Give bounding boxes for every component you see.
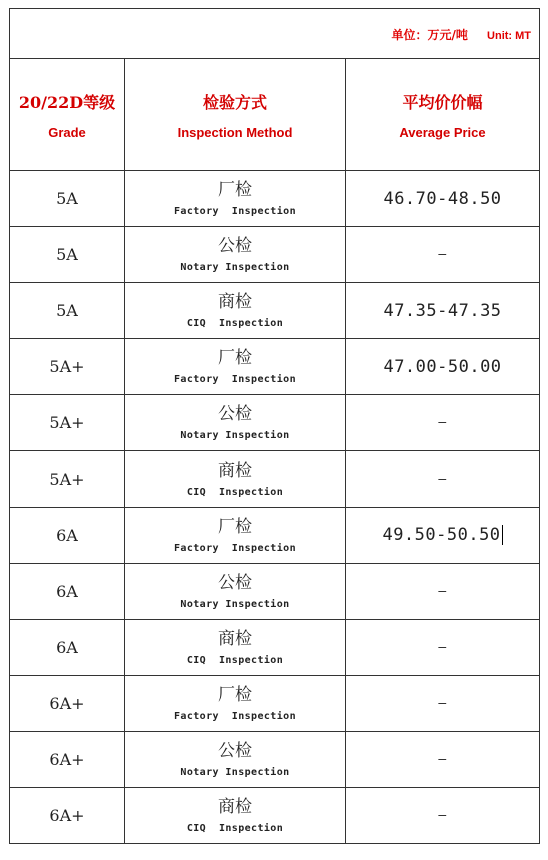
grade-cell[interactable]: 6A+: [10, 731, 125, 787]
grade-header-en: Grade: [48, 124, 86, 140]
price-cell[interactable]: [346, 339, 540, 395]
price-value: 47.00-50.00: [383, 356, 502, 377]
method-cell[interactable]: [125, 451, 346, 507]
price-value: —: [438, 751, 447, 767]
method-en: Notary Inspection: [180, 430, 290, 442]
price-cell[interactable]: [346, 731, 540, 787]
price-value: 47.35-47.35: [383, 300, 502, 321]
method-cn: 商检: [218, 796, 252, 817]
method-en: Factory Inspection: [174, 374, 296, 386]
price-cell[interactable]: [346, 619, 540, 675]
method-en: CIQ Inspection: [186, 654, 284, 666]
price-cell[interactable]: [346, 675, 540, 731]
price-value: —: [438, 247, 447, 263]
method-cn: 公检: [218, 236, 252, 257]
table-row: [10, 787, 540, 843]
method-cell[interactable]: [125, 227, 346, 283]
price-cell[interactable]: [346, 507, 540, 563]
table-row: [10, 731, 540, 787]
grade-cell[interactable]: 5A+: [10, 451, 125, 507]
method-cell[interactable]: [125, 619, 346, 675]
header-row: [10, 59, 540, 171]
table-row: [10, 619, 540, 675]
unit-label-cn: 单位：万元/吨: [391, 28, 468, 43]
price-value: —: [438, 695, 447, 711]
price-value: —: [438, 807, 447, 823]
price-cell[interactable]: [346, 283, 540, 339]
method-en: Notary Inspection: [180, 766, 290, 778]
grade-cell[interactable]: 6A: [10, 619, 125, 675]
method-en: CIQ Inspection: [186, 486, 284, 498]
price-header-en: Average Price: [399, 124, 486, 140]
unit-cell[interactable]: [10, 9, 540, 59]
table-row: [10, 171, 540, 227]
text-cursor: [502, 525, 503, 545]
table-row: [10, 507, 540, 563]
price-cell[interactable]: [346, 787, 540, 843]
table-row: [10, 675, 540, 731]
method-cell[interactable]: [125, 731, 346, 787]
price-value: —: [438, 583, 447, 599]
method-cn: 厂检: [218, 180, 252, 201]
method-en: Notary Inspection: [180, 262, 290, 274]
price-cell[interactable]: [346, 563, 540, 619]
method-en: CIQ Inspection: [186, 318, 284, 330]
method-cell[interactable]: [125, 507, 346, 563]
method-cn: 公检: [218, 740, 252, 761]
method-cell[interactable]: [125, 675, 346, 731]
price-value: —: [438, 415, 447, 431]
grade-cell[interactable]: 5A+: [10, 395, 125, 451]
price-value: —: [438, 639, 447, 655]
method-en: Factory Inspection: [174, 542, 296, 554]
method-cell[interactable]: [125, 563, 346, 619]
method-cn: 厂检: [218, 684, 252, 705]
method-cell[interactable]: [125, 787, 346, 843]
grade-cell[interactable]: 5A: [10, 283, 125, 339]
grade-cell[interactable]: 6A: [10, 563, 125, 619]
method-cn: 商检: [218, 292, 252, 313]
grade-cell[interactable]: 6A: [10, 507, 125, 563]
grade-cell[interactable]: 5A: [10, 227, 125, 283]
grade-cell[interactable]: 6A+: [10, 787, 125, 843]
table-row: [10, 283, 540, 339]
method-cn: 厂检: [218, 348, 252, 369]
method-en: Notary Inspection: [180, 598, 290, 610]
unit-label-en: Unit: MT: [487, 30, 532, 43]
method-en: CIQ Inspection: [186, 822, 284, 834]
method-cell[interactable]: [125, 395, 346, 451]
method-cn: 商检: [218, 460, 252, 481]
method-cn: 公检: [218, 404, 252, 425]
price-value: 49.50-50.50: [382, 525, 501, 546]
table-row: [10, 395, 540, 451]
price-cell[interactable]: [346, 451, 540, 507]
method-header[interactable]: [125, 59, 346, 171]
table-row: [10, 227, 540, 283]
grade-cell[interactable]: 5A: [10, 171, 125, 227]
price-value: 46.70-48.50: [383, 188, 502, 209]
unit-row: [10, 9, 540, 59]
method-cn: 厂检: [218, 516, 252, 537]
price-cell[interactable]: [346, 171, 540, 227]
method-cell[interactable]: [125, 171, 346, 227]
grade-cell[interactable]: 6A+: [10, 675, 125, 731]
grade-cell[interactable]: 5A+: [10, 339, 125, 395]
price-value: —: [438, 471, 447, 487]
table-row: [10, 563, 540, 619]
price-cell[interactable]: [346, 227, 540, 283]
method-cell[interactable]: [125, 283, 346, 339]
method-header-cn: 检验方式: [202, 92, 267, 112]
price-cell[interactable]: [346, 395, 540, 451]
price-table: [9, 8, 540, 844]
price-header[interactable]: [346, 59, 540, 171]
table-row: [10, 451, 540, 507]
method-cn: 商检: [218, 628, 252, 649]
grade-header[interactable]: [10, 59, 125, 171]
table-row: [10, 339, 540, 395]
method-header-en: Inspection Method: [177, 124, 293, 140]
method-en: Factory Inspection: [174, 710, 296, 722]
method-cn: 公检: [218, 572, 252, 593]
grade-header-cn: 20/22D等级: [18, 92, 116, 112]
method-en: Factory Inspection: [174, 206, 296, 218]
price-header-cn: 平均价价幅: [402, 92, 483, 112]
method-cell[interactable]: [125, 339, 346, 395]
